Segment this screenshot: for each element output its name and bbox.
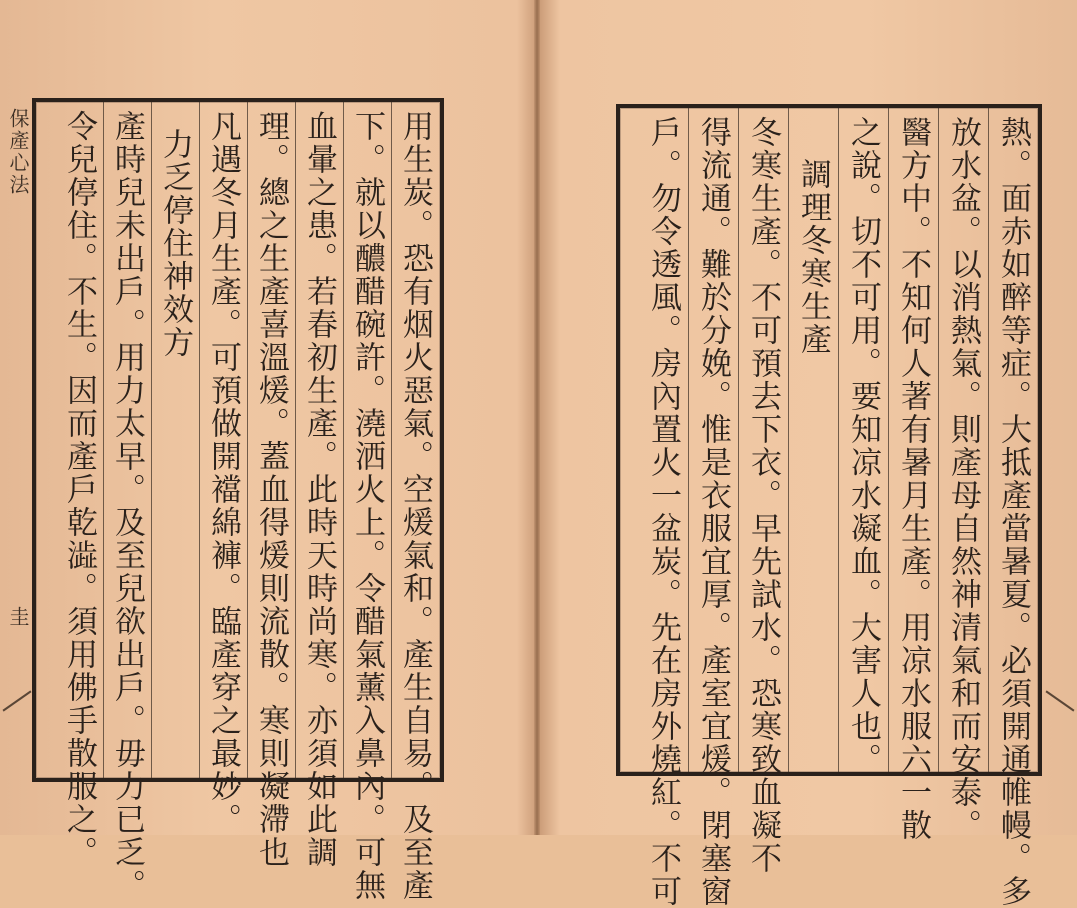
- book-gutter: [534, 0, 540, 835]
- left-text-column-7: 產時兒未出戶。用力太早。及至兒欲出戶。毋力已乏。: [109, 110, 145, 902]
- right-text-column-3: 醫方中。不知何人著有暑月生產。用凉水服六一散: [895, 116, 931, 842]
- right-text-column-6: 冬寒生產。不可預去下衣。早先試水。恐寒致血凝不: [745, 116, 781, 875]
- left-text-column-5: 凡遇冬月生產。可預做開襠綿褲。臨產穿之最妙。: [205, 110, 241, 836]
- left-text-column-4: 理。總之生產喜溫煖。蓋血得煖則流散。寒則凝滯也: [253, 110, 289, 869]
- right-text-column-2: 放水盆。以消熱氣。則產母自然神清氣和而安泰。: [945, 116, 981, 842]
- left-text-column-1: 用生炭。恐有烟火惡氣。空煖氣和。產生自易。及至產: [397, 110, 433, 902]
- left-text-column-3: 血暈之患。若春初生產。此時天時尚寒。亦須如此調: [301, 110, 337, 869]
- section-heading-winter-birth: 調理冬寒生產: [795, 158, 831, 356]
- right-text-column-1: 熱。面赤如醉等症。大抵產當暑夏。必須開通帷幔。多: [995, 116, 1031, 908]
- right-text-column-4: 之說。切不可用。要知凉水凝血。大害人也。: [845, 116, 881, 776]
- section-heading-fatigue-remedy: 力乏停住神效方: [157, 128, 193, 359]
- right-text-column-8: 戶。勿令透風。房內置火一盆炭。先在房外燒紅。不可: [645, 116, 681, 908]
- right-text-column-7: 得流通。難於分娩。惟是衣服宜厚。產室宜煖。閉塞窗: [695, 116, 731, 908]
- right-edge-mark: [1046, 690, 1075, 711]
- left-page-text-block: [32, 98, 444, 902]
- left-text-column-2: 下。就以醲醋碗許。澆洒火上。令醋氣薰入鼻內。可無: [349, 110, 385, 902]
- margin-book-title: 保產心法: [6, 108, 30, 196]
- folio-number: 圭: [6, 606, 30, 626]
- left-text-column-8: 令兒停住。不生。因而產戶乾澁。須用佛手散服之。: [61, 110, 97, 869]
- left-edge-mark: [3, 690, 32, 711]
- right-page-text-block: [616, 104, 1042, 908]
